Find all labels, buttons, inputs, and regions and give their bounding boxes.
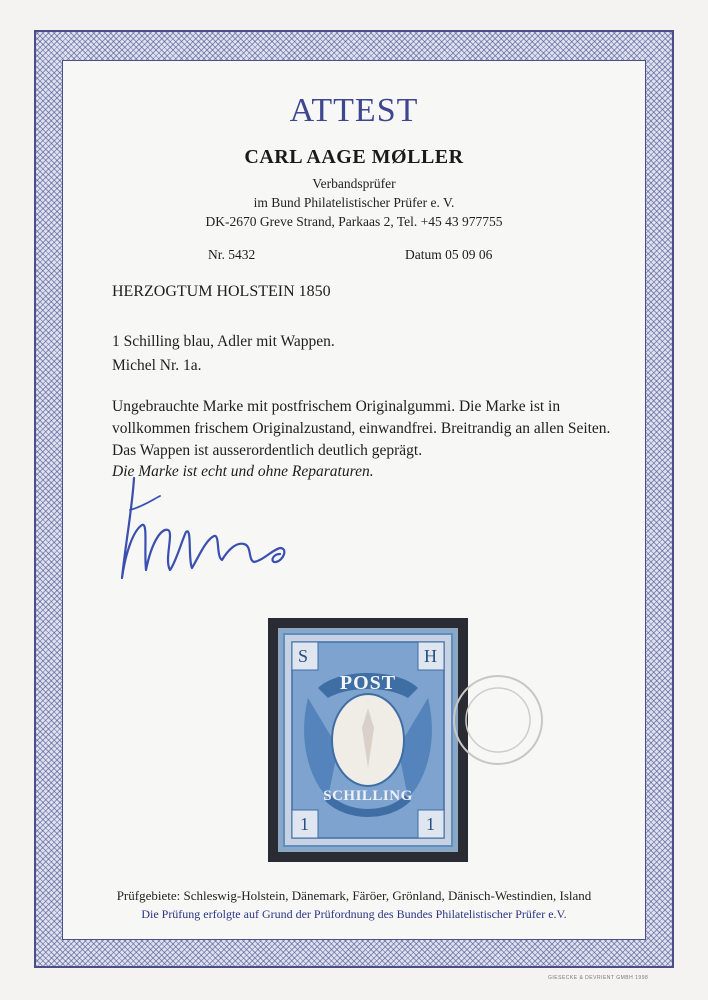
stamp-value-left: 1 [300, 814, 309, 834]
stamp-post-label: POST [339, 672, 397, 694]
printer-imprint: GIESECKE & DEVRIENT GMBH 1998 [548, 975, 649, 981]
handwritten-signature [104, 470, 314, 590]
certificate-date: Datum 05 09 06 [405, 247, 493, 262]
stamp-catalog-number: Michel Nr. 1a. [112, 357, 202, 374]
verdict-line: Die Marke ist echt und ohne Reparaturen. [112, 463, 374, 480]
stamp-photo [268, 618, 468, 862]
examiner-name: CARL AAGE MØLLER [244, 146, 464, 168]
certificate-title: ATTEST [289, 92, 419, 129]
examiner-address: DK-2670 Greve Strand, Parkaas 2, Tel. +45 43 977755 [205, 214, 503, 229]
stamp-corner-s: S [298, 646, 309, 666]
stamp-value-right: 1 [426, 814, 435, 834]
stamp-description: 1 Schilling blau, Adler mit Wappen. [112, 333, 335, 350]
examiner-role: Verbandsprüfer [312, 176, 396, 191]
condition-line-1: Ungebrauchte Marke mit postfrischem Originalgummi. Die Marke ist in [112, 398, 561, 415]
stamp-corner-h: H [424, 646, 437, 666]
embossed-seal [448, 670, 548, 770]
condition-line-2: vollkommen frischem Originalzustand, einwandfrei. Breitrandig an allen Seiten. [112, 420, 611, 437]
condition-line-3: Das Wappen ist ausserordentlich deutlich geprägt. [112, 442, 423, 459]
stamp-schilling-label: SCHILLING [323, 788, 413, 804]
examination-regulation: Die Prüfung erfolgte auf Grund der Prüfordnung des Bundes Philatelistischer Prüfer e.V. [141, 907, 567, 921]
examination-areas: Prüfgebiete: Schleswig-Holstein, Dänemark, Färöer, Grönland, Dänisch-Westindien, Island [116, 888, 592, 903]
certificate-number: Nr. 5432 [208, 247, 256, 262]
examiner-association: im Bund Philatelistischer Prüfer e. V. [253, 195, 455, 210]
stamp [278, 628, 458, 852]
stamp-heading: HERZOGTUM HOLSTEIN 1850 [112, 283, 331, 300]
